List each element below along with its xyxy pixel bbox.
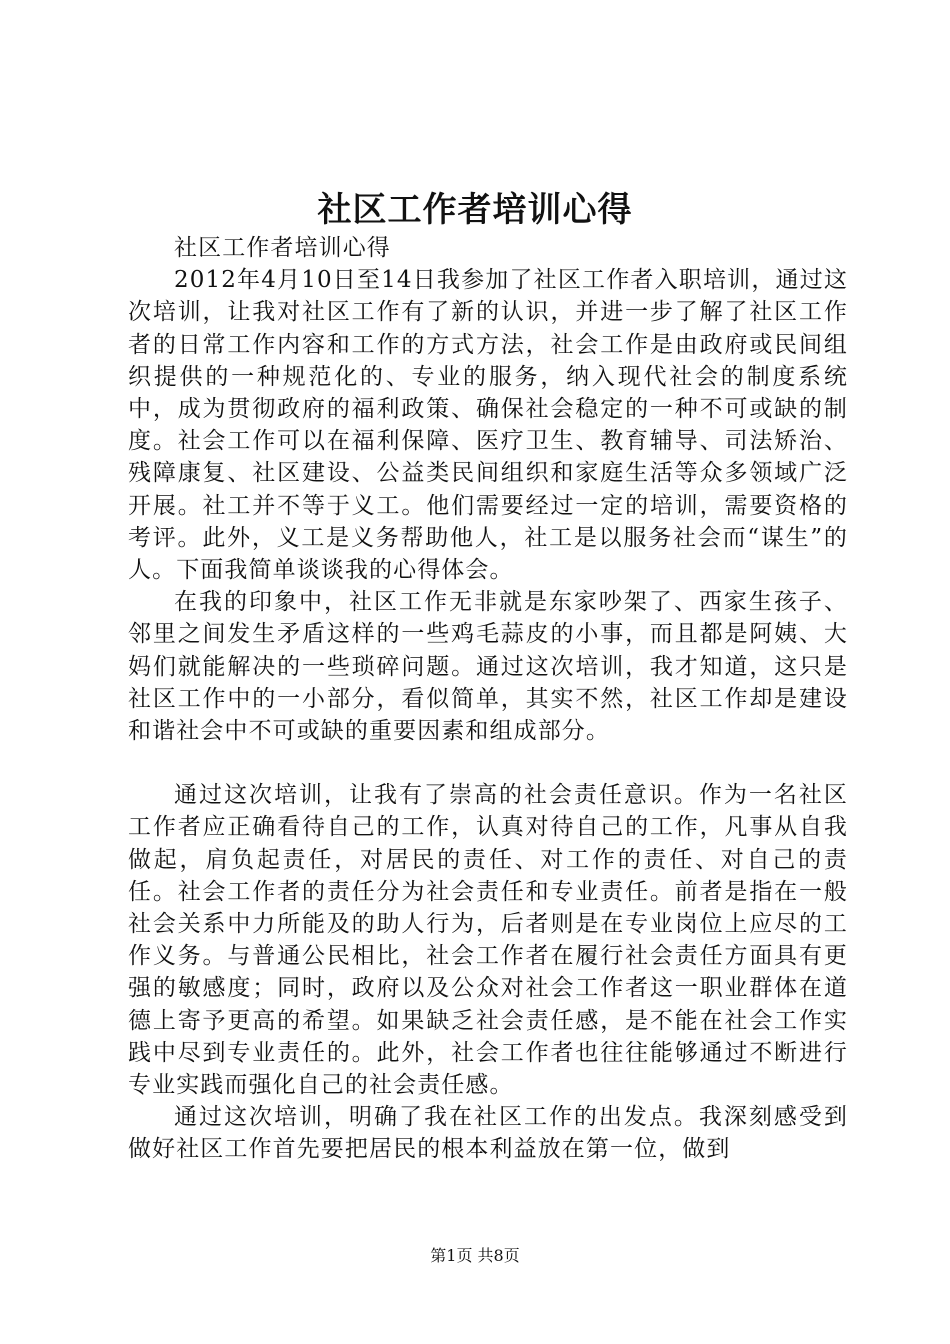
document-body <box>128 232 848 1166</box>
body-paragraph-1: 2012年4月10日至14日我参加了社区工作者入职培训，通过这次培训，让我对社区工作有了新的认识，并进一步了解了社区工作者的日常工作内容和工作的方式方法，社会工作是由政府或民间组织提供的一种规范化的、专业的服务，纳入现代社会的制度系统中，成为贯彻政府的福利政策、确保社会稳定的一种不可或缺的制度。社会工作可以在福利保障、医疗卫生、教育辅导、司法矫治、残障康复、社区建设、公益类民间组织和家庭生活等众多领域广泛开展。社工并不等于义工。他们需要经过一定的培训，需要资格的考评。此外，义工是义务帮助他人，社工是以服务社会而“谋生”的人。下面我简单谈谈我的心得体会。 <box>128 267 848 584</box>
subtitle-line: 社区工作者培训心得 <box>174 235 391 261</box>
page-number-footer: 第1页 共8页 <box>430 1246 520 1265</box>
body-paragraph-4: 通过这次培训，明确了我在社区工作的出发点。我深刻感受到做好社区工作首先要把居民的根本利益放在第一位，做到 <box>128 1104 848 1163</box>
document-title: 社区工作者培训心得 <box>317 190 633 230</box>
body-paragraph-2: 在我的印象中，社区工作无非就是东家吵架了、西家生孩子、邻里之间发生矛盾这样的一些鸡毛蒜皮的小事，而且都是阿姨、大妈们就能解决的一些琐碎问题。通过这次培训，我才知道，这只是社区工作中的一小部分，看似简单，其实不然，社区工作却是建设和谐社会中不可或缺的重要因素和组成部分。 <box>128 589 848 745</box>
body-paragraph-3: 通过这次培训，让我有了崇高的社会责任意识。作为一名社区工作者应正确看待自己的工作，认真对待自己的工作，凡事从自我做起，肩负起责任，对居民的责任、对工作的责任、对自己的责任。社会工作者的责任分为社会责任和专业责任。前者是指在一般社会关系中力所能及的助人行为，后者则是在专业岗位上应尽的工作义务。与普通公民相比，社会工作者在履行社会责任方面具有更强的敏感度；同时，政府以及公众对社会工作者这一职业群体在道德上寄予更高的希望。如果缺乏社会责任感，是不能在社会工作实践中尽到专业责任的。此外，社会工作者也往往能够通过不断进行专业实践而强化自己的社会责任感。 <box>128 782 848 1099</box>
